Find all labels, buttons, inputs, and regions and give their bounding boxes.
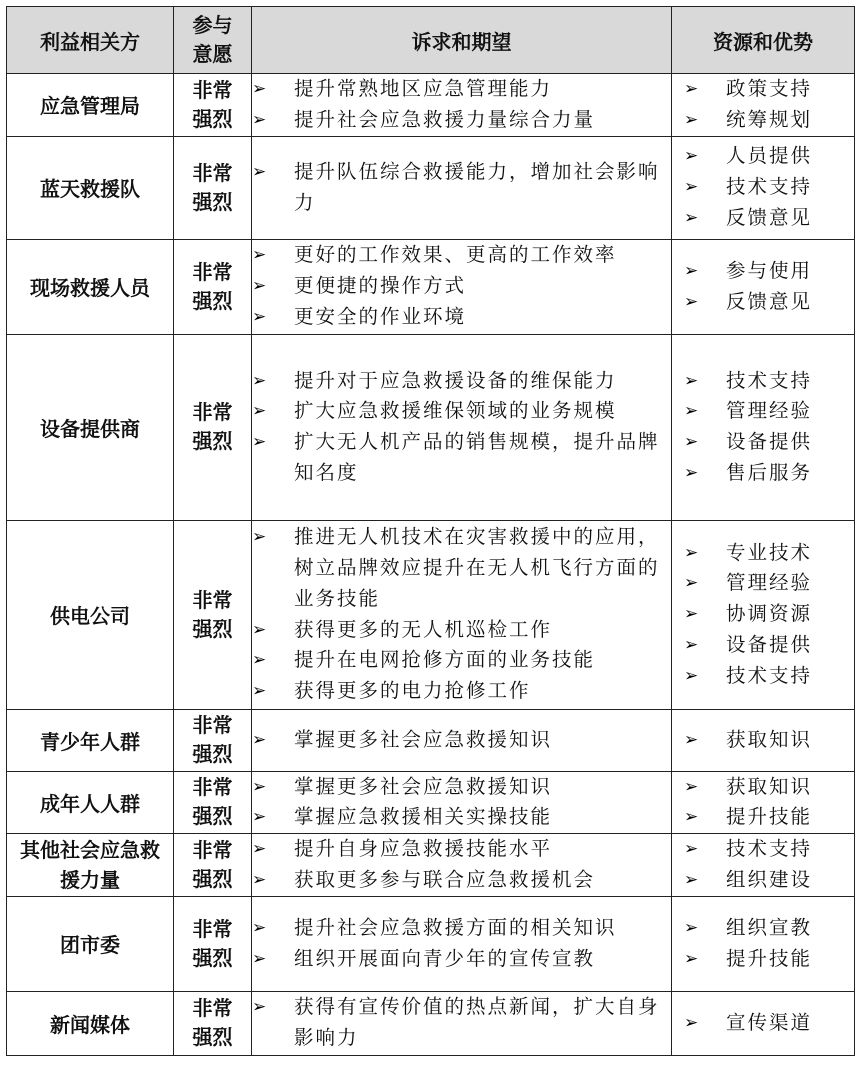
willingness-cell: [174, 896, 252, 991]
stakeholder-name: 成年人人群: [7, 771, 174, 834]
list-item-text: 提升队伍综合救援能力，增加社会影响力: [294, 159, 660, 214]
list-item: [684, 396, 854, 427]
willingness-cell: [174, 991, 252, 1055]
demands-cell: [252, 991, 672, 1055]
stakeholder-table: [6, 6, 855, 1056]
list-item-text: 更好的工作效果、更高的工作效率: [294, 243, 617, 267]
resources-cell: [672, 991, 855, 1055]
list-item-text: 提升常熟地区应急管理能力: [294, 77, 553, 100]
resources-cell: [672, 896, 855, 991]
demands-cell: [252, 896, 672, 991]
willingness-text: 强烈: [192, 288, 233, 313]
list-item: [252, 157, 671, 219]
resources-cell: [672, 334, 855, 520]
arrow-bullet-icon: ➢: [252, 917, 269, 938]
list-item-text: 设备提供: [726, 430, 813, 454]
list-item: [684, 568, 854, 599]
arrow-bullet-icon: ➢: [684, 207, 701, 228]
list-item: [252, 913, 671, 944]
list-item: [252, 396, 671, 427]
resources-cell: [672, 239, 855, 334]
willingness-text: 强烈: [192, 106, 233, 131]
list-item: [684, 141, 854, 172]
list-item-text: 售后服务: [726, 460, 813, 484]
list-item-text: 获取知识: [726, 727, 813, 751]
list-item-text: 协调资源: [726, 602, 813, 626]
list-item-text: 推进无人机技术在灾害救援中的应用，树立品牌效应提升在无人机飞行方面的业务技能: [294, 525, 660, 610]
stakeholder-name: 其他社会应急救援力量: [7, 834, 174, 897]
resources-cell: [672, 771, 855, 834]
list-item-text: 获得更多的无人机巡检工作: [294, 617, 553, 641]
list-item: [684, 366, 854, 397]
list-item-text: 反馈意见: [726, 205, 813, 229]
list-item-text: 组织宣教: [726, 915, 813, 939]
willingness-cell: [174, 520, 252, 709]
willingness-cell: [174, 136, 252, 239]
list-item: [684, 661, 854, 692]
willingness-text: 非常: [192, 837, 233, 862]
arrow-bullet-icon: ➢: [684, 291, 701, 312]
stakeholder-name: 青少年人群: [7, 709, 174, 771]
list-item-text: 技术支持: [726, 368, 813, 392]
arrow-bullet-icon: ➢: [684, 542, 701, 563]
table-row: [7, 834, 855, 897]
stakeholder-name: 团市委: [7, 896, 174, 991]
list-item-text: 人员提供: [726, 144, 813, 168]
list-item-text: 技术支持: [726, 837, 813, 861]
list-item: [252, 834, 671, 865]
header-willingness: 参与意愿: [174, 7, 252, 74]
arrow-bullet-icon: ➢: [684, 807, 701, 828]
table-row: [7, 136, 855, 239]
list-item: [684, 105, 854, 136]
header-row: [7, 7, 855, 74]
willingness-text: 非常: [192, 713, 233, 738]
list-item: [252, 772, 671, 803]
list-item-text: 参与使用: [726, 258, 813, 282]
list-item: [252, 865, 671, 896]
arrow-bullet-icon: ➢: [252, 527, 269, 548]
arrow-bullet-icon: ➢: [252, 109, 269, 130]
table-row: [7, 520, 855, 709]
arrow-bullet-icon: ➢: [684, 79, 701, 99]
demands-cell: [252, 709, 672, 771]
demands-cell: [252, 771, 672, 834]
arrow-bullet-icon: ➢: [252, 276, 269, 297]
arrow-bullet-icon: ➢: [684, 573, 701, 594]
list-item-text: 提升社会应急救援力量综合力量: [294, 107, 596, 131]
willingness-text: 非常: [192, 996, 233, 1021]
list-item-text: 获取更多参与联合应急救援机会: [294, 867, 596, 891]
arrow-bullet-icon: ➢: [252, 245, 269, 266]
stakeholder-name: 蓝天救援队: [7, 136, 174, 239]
willingness-text: 非常: [192, 160, 233, 185]
willingness-text: 强烈: [192, 742, 233, 767]
list-item-text: 技术支持: [726, 175, 813, 199]
arrow-bullet-icon: ➢: [684, 665, 701, 686]
list-item-text: 组织建设: [726, 867, 813, 891]
table-row: [7, 239, 855, 334]
willingness-text: 非常: [192, 77, 233, 102]
resources-cell: [672, 136, 855, 239]
demands-cell: [252, 239, 672, 334]
willingness-text: 非常: [192, 916, 233, 941]
list-item-text: 宣传渠道: [726, 1010, 813, 1034]
willingness-text: 强烈: [192, 945, 233, 970]
arrow-bullet-icon: ➢: [252, 650, 269, 671]
table-row: [7, 991, 855, 1055]
arrow-bullet-icon: ➢: [252, 79, 269, 99]
willingness-cell: [174, 834, 252, 897]
demands-cell: [252, 136, 672, 239]
list-item: [252, 802, 671, 833]
table-row: [7, 771, 855, 834]
list-item: [684, 172, 854, 203]
list-item-text: 获得有宣传价值的热点新闻，扩大自身影响力: [294, 995, 660, 1050]
list-item: [684, 772, 854, 803]
willingness-text: 强烈: [192, 189, 233, 214]
willingness-text: 强烈: [192, 616, 233, 641]
demands-cell: [252, 74, 672, 137]
list-item: [252, 302, 671, 333]
list-item: [252, 615, 671, 646]
list-item: [684, 630, 854, 661]
list-item-text: 管理经验: [726, 571, 813, 595]
list-item: [252, 105, 671, 136]
willingness-text: 强烈: [192, 429, 233, 454]
list-item: [684, 913, 854, 944]
arrow-bullet-icon: ➢: [252, 839, 269, 860]
header-stakeholder: 利益相关方: [7, 7, 174, 74]
willingness-cell: [174, 709, 252, 771]
arrow-bullet-icon: ➢: [252, 681, 269, 702]
list-item: [684, 203, 854, 234]
arrow-bullet-icon: ➢: [684, 146, 701, 167]
stakeholder-name: 新闻媒体: [7, 991, 174, 1055]
willingness-text: 强烈: [192, 866, 233, 891]
list-item-text: 技术支持: [726, 663, 813, 687]
willingness-cell: [174, 74, 252, 137]
stakeholder-name: 现场救援人员: [7, 239, 174, 334]
list-item-text: 组织开展面向青少年的宣传宣教: [294, 946, 596, 970]
table-row: [7, 74, 855, 137]
arrow-bullet-icon: ➢: [684, 109, 701, 130]
list-item-text: 掌握应急救援相关实操技能: [294, 805, 553, 829]
list-item-text: 提升自身应急救援技能水平: [294, 837, 553, 861]
list-item-text: 扩大无人机产品的销售规模，提升品牌知名度: [294, 430, 660, 484]
table-row: [7, 709, 855, 771]
willingness-cell: [174, 334, 252, 520]
willingness-text: 强烈: [192, 804, 233, 829]
willingness-text: 非常: [192, 259, 233, 284]
resources-cell: [672, 74, 855, 137]
arrow-bullet-icon: ➢: [684, 462, 701, 483]
list-item: [684, 725, 854, 756]
list-item: [252, 366, 671, 397]
list-item-text: 更便捷的操作方式: [294, 274, 467, 298]
willingness-text: 非常: [192, 587, 233, 612]
arrow-bullet-icon: ➢: [252, 776, 269, 797]
list-item: [684, 256, 854, 287]
willingness-text: 非常: [192, 400, 233, 425]
list-item: [684, 944, 854, 975]
list-item: [684, 865, 854, 896]
list-item: [252, 676, 671, 707]
list-item: [252, 992, 671, 1054]
stakeholder-name: 供电公司: [7, 520, 174, 709]
arrow-bullet-icon: ➢: [684, 177, 701, 198]
list-item-text: 提升在电网抢修方面的业务技能: [294, 648, 596, 672]
arrow-bullet-icon: ➢: [684, 432, 701, 453]
list-item: [684, 599, 854, 630]
list-item: [252, 427, 671, 489]
list-item: [252, 74, 671, 105]
list-item-text: 政策支持: [726, 77, 813, 100]
demands-cell: [252, 834, 672, 897]
arrow-bullet-icon: ➢: [684, 776, 701, 797]
table-row: [7, 334, 855, 520]
arrow-bullet-icon: ➢: [252, 432, 269, 453]
list-item-text: 设备提供: [726, 632, 813, 656]
resources-cell: [672, 709, 855, 771]
willingness-cell: [174, 771, 252, 834]
list-item-text: 提升社会应急救援方面的相关知识: [294, 915, 617, 939]
list-item-text: 反馈意见: [726, 289, 813, 313]
arrow-bullet-icon: ➢: [252, 948, 269, 969]
list-item: [684, 834, 854, 865]
arrow-bullet-icon: ➢: [252, 619, 269, 640]
list-item-text: 掌握更多社会应急救援知识: [294, 774, 553, 798]
stakeholder-name: 设备提供商: [7, 334, 174, 520]
list-item-text: 管理经验: [726, 399, 813, 423]
demands-cell: [252, 334, 672, 520]
resources-cell: [672, 834, 855, 897]
list-item-text: 统筹规划: [726, 107, 813, 131]
arrow-bullet-icon: ➢: [252, 729, 269, 750]
arrow-bullet-icon: ➢: [684, 260, 701, 281]
demands-cell: [252, 520, 672, 709]
list-item: [684, 1008, 854, 1039]
list-item: [684, 458, 854, 489]
arrow-bullet-icon: ➢: [684, 839, 701, 860]
list-item-text: 提升技能: [726, 946, 813, 970]
arrow-bullet-icon: ➢: [684, 604, 701, 625]
arrow-bullet-icon: ➢: [684, 401, 701, 422]
list-item-text: 提升技能: [726, 805, 813, 829]
list-item-text: 更安全的作业环境: [294, 304, 467, 328]
arrow-bullet-icon: ➢: [684, 869, 701, 890]
arrow-bullet-icon: ➢: [684, 917, 701, 938]
list-item-text: 获取知识: [726, 774, 813, 798]
willingness-cell: [174, 239, 252, 334]
arrow-bullet-icon: ➢: [252, 869, 269, 890]
list-item: [252, 522, 671, 614]
willingness-text: 非常: [192, 775, 233, 800]
arrow-bullet-icon: ➢: [252, 997, 269, 1018]
willingness-text: 强烈: [192, 1025, 233, 1050]
list-item-text: 扩大应急救援维保领域的业务规模: [294, 399, 617, 423]
resources-cell: [672, 520, 855, 709]
list-item: [684, 287, 854, 318]
list-item: [252, 725, 671, 756]
arrow-bullet-icon: ➢: [684, 729, 701, 750]
list-item: [684, 538, 854, 569]
arrow-bullet-icon: ➢: [252, 161, 269, 182]
stakeholder-name: 应急管理局: [7, 74, 174, 137]
list-item-text: 掌握更多社会应急救援知识: [294, 727, 553, 751]
arrow-bullet-icon: ➢: [252, 370, 269, 391]
list-item: [252, 240, 671, 271]
list-item-text: 专业技术: [726, 540, 813, 564]
arrow-bullet-icon: ➢: [684, 370, 701, 391]
table-row: [7, 896, 855, 991]
arrow-bullet-icon: ➢: [252, 401, 269, 422]
arrow-bullet-icon: ➢: [684, 1012, 701, 1033]
list-item: [252, 944, 671, 975]
list-item: [684, 427, 854, 458]
list-item: [684, 802, 854, 833]
arrow-bullet-icon: ➢: [684, 948, 701, 969]
arrow-bullet-icon: ➢: [252, 306, 269, 327]
header-demands: 诉求和期望: [252, 7, 672, 74]
arrow-bullet-icon: ➢: [252, 807, 269, 828]
arrow-bullet-icon: ➢: [684, 634, 701, 655]
header-resources: 资源和优势: [672, 7, 855, 74]
list-item: [252, 645, 671, 676]
list-item: [684, 74, 854, 105]
list-item: [252, 271, 671, 302]
list-item-text: 提升对于应急救援设备的维保能力: [294, 368, 617, 392]
list-item-text: 获得更多的电力抢修工作: [294, 679, 531, 703]
